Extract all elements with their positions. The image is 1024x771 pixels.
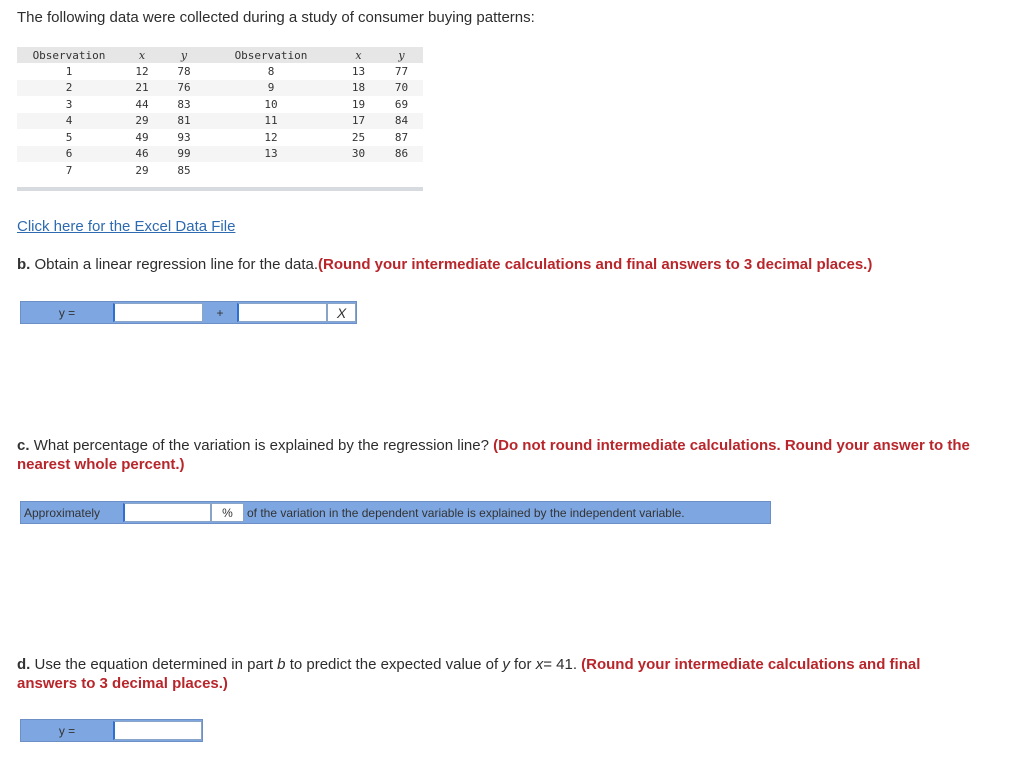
data-table (17, 47, 423, 179)
part-c-text: What percentage of the variation is explained by the regression line? (33, 437, 489, 454)
part-d-text-g: = 41. (543, 656, 577, 673)
table-cell: 30 (337, 146, 380, 163)
header-x-1: x (121, 47, 163, 63)
part-d-text-e: for (514, 656, 532, 673)
table-row (17, 129, 423, 146)
part-c-instruction: (Do not round intermediate calculations. Round your answer to the nearest whole percent.) (17, 437, 970, 473)
table-cell: 86 (380, 146, 423, 163)
part-b-text: Obtain a linear regression line for the data. (34, 256, 319, 273)
table-cell: 77 (394, 64, 409, 78)
table-cell: 49 (135, 130, 149, 144)
part-b-y-label: y = (58, 305, 76, 320)
intercept-input[interactable] (113, 303, 203, 322)
plus-sign: + (216, 305, 224, 320)
header-observation-2: Observation (205, 47, 337, 63)
table-cell: 3 (65, 97, 73, 111)
table-cell: 29 (135, 163, 149, 177)
table-cell: 19 (351, 97, 366, 111)
table-row (17, 113, 423, 130)
table-cell: 12 (264, 130, 278, 144)
table-cell: 69 (394, 97, 409, 111)
table-cell: 9 (205, 80, 337, 97)
table-row (17, 96, 423, 113)
table-row (17, 162, 423, 179)
approximately-label: Approximately (24, 505, 101, 520)
part-d-text-d: y (502, 656, 510, 673)
table-cell (205, 162, 337, 179)
part-b-question (17, 255, 872, 274)
part-b-label: b. (17, 256, 31, 273)
x-variable-label: X (327, 303, 356, 322)
table-cell: 93 (177, 130, 191, 144)
part-c-question (17, 436, 987, 474)
table-cell: 6 (17, 146, 121, 163)
table-cell (380, 162, 423, 179)
part-d-text-b: b (277, 656, 286, 673)
table-cell: 21 (121, 80, 163, 97)
table-header-row (17, 47, 423, 63)
header-x-2: x (337, 47, 380, 63)
table-cell: 18 (337, 80, 380, 97)
table-cell: 4 (17, 113, 121, 130)
table-cell: 13 (351, 64, 366, 78)
part-d-y-label: y = (58, 723, 76, 738)
table-cell: 17 (337, 113, 380, 130)
table-cell: 8 (267, 64, 275, 78)
table-cell: 1 (65, 64, 73, 78)
table-cell: 7 (65, 163, 73, 177)
part-d-text-c: to predict the expected value of (289, 656, 499, 673)
part-c-suffix: of the variation in the dependent variable is explained by the independent variable. (247, 505, 685, 520)
part-d-label: d. (17, 656, 31, 673)
prediction-input[interactable] (113, 721, 202, 740)
table-cell: 83 (177, 97, 191, 111)
table-row (17, 146, 423, 163)
table-cell: 85 (177, 163, 191, 177)
part-d-text-f: x (535, 656, 544, 673)
table-cell: 5 (65, 130, 73, 144)
table-cell: 29 (121, 113, 163, 130)
part-c-label: c. (17, 437, 30, 454)
part-d-question (17, 655, 977, 693)
table-cell: 44 (135, 97, 149, 111)
part-d-answer-row (20, 719, 203, 742)
table-cell: 13 (205, 146, 337, 163)
table-cell: 78 (177, 64, 191, 78)
table-row (17, 80, 423, 97)
table-row (17, 63, 423, 80)
table-cell: 46 (121, 146, 163, 163)
table-cell: 25 (351, 130, 366, 144)
part-b-instruction: (Round your intermediate calculations and final answers to 3 decimal places.) (318, 256, 873, 273)
table-cell: 99 (163, 146, 205, 163)
header-y-1: y (163, 47, 205, 63)
header-observation-1: Observation (17, 47, 121, 63)
part-d-instruction: (Round your intermediate calculations and final answers to 3 decimal places.) (17, 656, 921, 692)
percentage-input[interactable] (123, 503, 211, 522)
table-cell: 81 (163, 113, 205, 130)
table-cell: 12 (135, 64, 149, 78)
part-b-answer-row (20, 301, 357, 324)
part-d-text-a: Use the equation determined in part (34, 656, 273, 673)
header-y-2: y (380, 47, 423, 63)
table-cell: 2 (17, 80, 121, 97)
table-cell: 76 (163, 80, 205, 97)
table-cell: 87 (394, 130, 409, 144)
table-cell: 10 (264, 97, 278, 111)
excel-data-file-link[interactable]: Click here for the Excel Data File (17, 218, 236, 235)
table-cell: 11 (205, 113, 337, 130)
table-bottom-divider (17, 187, 423, 191)
table-cell: 70 (380, 80, 423, 97)
problem-intro: The following data were collected during a study of consumer buying patterns: (17, 9, 535, 26)
table-cell: 84 (380, 113, 423, 130)
slope-input[interactable] (237, 303, 327, 322)
part-c-answer-row (20, 501, 771, 524)
table-cell (337, 162, 380, 179)
percent-sign: % (211, 503, 244, 522)
